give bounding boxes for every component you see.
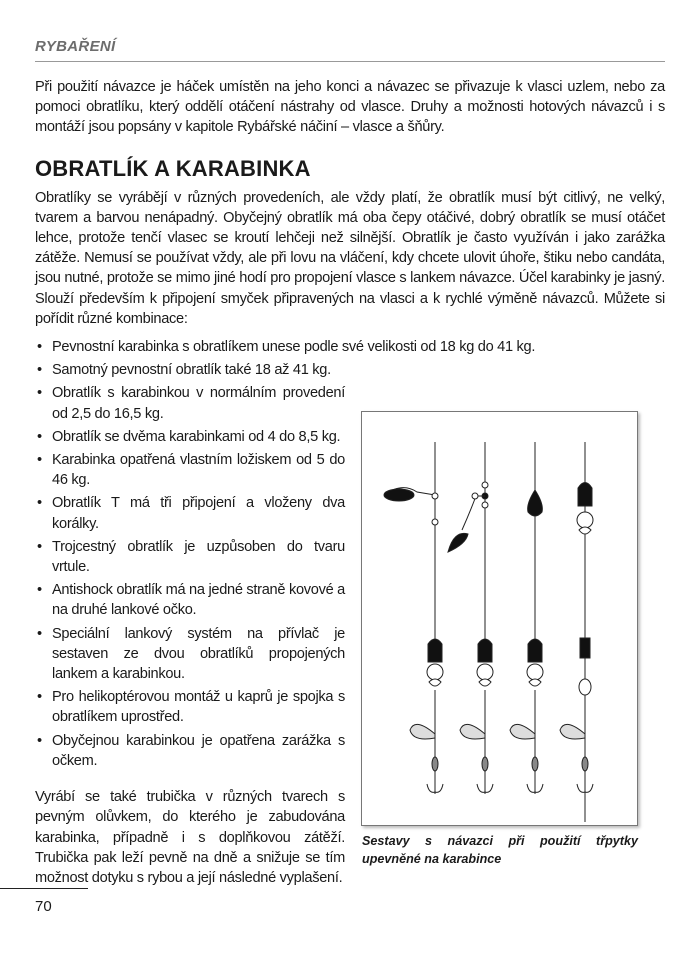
- page-number: 70: [35, 898, 52, 916]
- list-item: • Antishock obratlík má na jedné straně kovové a na druhé lankové očko.: [35, 580, 345, 620]
- two-column-region: [35, 383, 665, 888]
- text-column: [35, 383, 345, 888]
- list-item: • Samotný pevnostní obratlík také 18 až 41 kg.: [35, 360, 665, 380]
- figure-caption: Sestavy s návazci při použití třpytky upevněné na karabince: [362, 834, 638, 867]
- spinners-and-hooks: [410, 725, 593, 795]
- running-head: RYBAŘENÍ: [35, 38, 116, 55]
- page-footer: [0, 888, 700, 954]
- list-item: • Karabinka opatřená vlastním ložiskem od 5 do 46 kg.: [35, 450, 345, 490]
- section-paragraph: Obratlíky se vyrábějí v různých provedeních, ale vždy platí, že obratlík musí být citlivý, ne velký, tvarem a barvou nenápadný. Obyčejný obratlík má oba čepy otáčivé, dobrý obratlík se musí otáčet lehce, protože tenčí vlasec se kroutí lehčeji než silnější. Obratlík je často využíván i jako zarážka zátěže. Nemusí se používat vždy, ale při lovu na vláčení, kdy chcete ulovit úhoře, štiku nebo candáta, jsou nutné, protože se mimo jiné hodí pro propojení vlasce s lankem návazce. Účel karabinky je jasný. Slouží především k připojení smyček připravených na vlasci a k rychlé výměně návazců. Můžete si pořídit různé kombinace:: [35, 189, 666, 327]
- footer-divider: [0, 888, 88, 889]
- rig-2: [448, 442, 488, 642]
- list-item: • Trojcestný obratlík je uzpůsoben do tvaru vrtule.: [35, 537, 345, 577]
- intro-paragraph: Při použití návazce je háček umístěn na jeho konci a návazec se přivazuje k vlasci uzlem, nebo za pomoci obratlíku, který oddělí otáčení nástrahy od vlasce. Druhy a možnosti hotových návazců i s montáží jsou popsány v kapitole Rybářské náčiní – vlasce a šňůry.: [35, 79, 665, 136]
- bullet-list-narrow: [35, 383, 345, 771]
- list-item: • Pro helikoptérovou montáž u kaprů je spojka s obratlíkem uprostřed.: [35, 687, 345, 727]
- list-item: • Obratlík se dvěma karabinkami od 4 do 8,5 kg.: [35, 427, 345, 447]
- rig-1: [384, 442, 438, 642]
- list-item: • Pevnostní karabinka s obratlíkem unese podle své velikosti od 18 kg do 41 kg.: [35, 337, 665, 357]
- list-item: • Obratlík T má tři připojení a vloženy dva korálky.: [35, 493, 345, 533]
- figure-column: [361, 383, 638, 868]
- header-divider: [35, 61, 665, 62]
- closing-paragraph: Vyrábí se také trubička v různých tvarech s pevným olůvkem, do kterého je zabudována karabinka, případně i s doplňkovou zátěží. Trubička pak leží pevně na dně a snižuje se tím možnost dotyku s rybou a její následné vyplašení.: [35, 789, 345, 886]
- rig-illustration: [361, 411, 638, 826]
- list-item: • Obyčejnou karabinkou je opatřena zarážka s očkem.: [35, 731, 345, 771]
- list-item: • Speciální lankový systém na přívlač je sestaven ze dvou obratlíků propojených lankem a karabinkou.: [35, 624, 345, 685]
- list-item: • Obratlík s karabinkou v normálním provedení od 2,5 do 16,5 kg.: [35, 383, 345, 423]
- bullet-list-wide: [35, 337, 665, 380]
- section-title: OBRATLÍK A KARABINKA: [35, 155, 311, 181]
- rig-3: [528, 442, 543, 642]
